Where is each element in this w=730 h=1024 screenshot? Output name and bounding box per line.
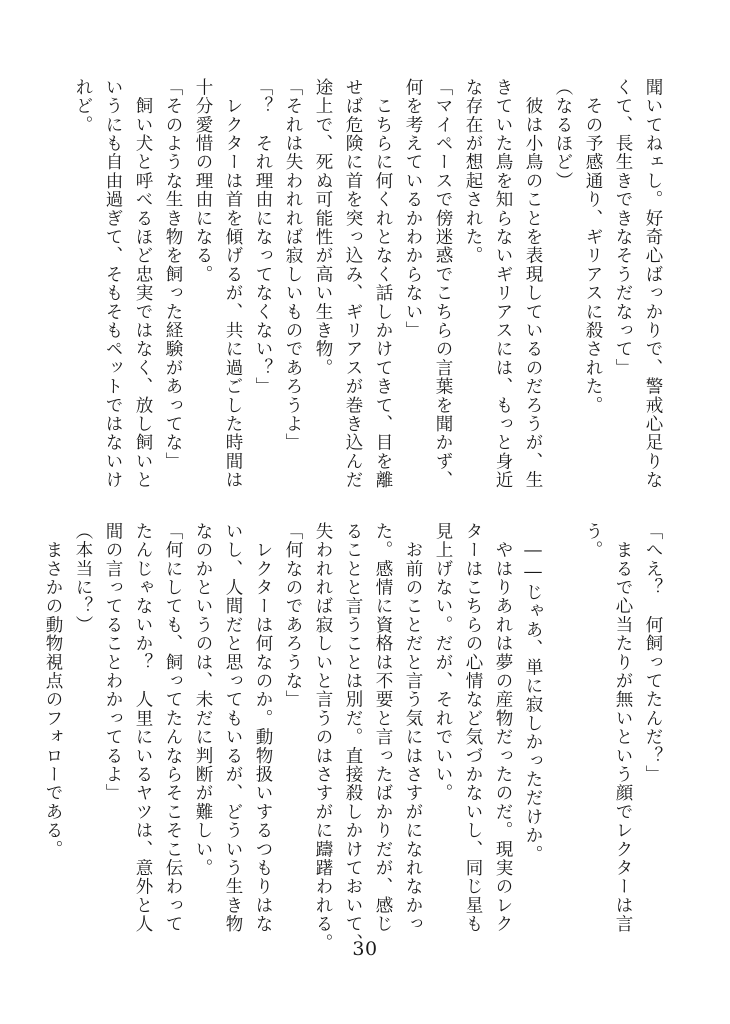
text-line: 「それは失われれば寂しいものであろうよ」 (283, 78, 303, 452)
text-line: いし、人間だと思ってもいるが、どういう生き物 (223, 522, 243, 934)
text-line: まるで心当たりが無いという顔でレクターは言 (613, 522, 633, 934)
text-line: こちらに何くれとなく話しかけてきて、目を離 (373, 78, 393, 490)
text-line: （本当に？） (73, 522, 93, 635)
text-line: レクターは何なのか。動物扱いするつもりはな (253, 522, 273, 934)
text-line: 彼は小鳥のことを表現しているのだろうが、生 (523, 78, 543, 490)
text-line: （なるほど） (553, 78, 573, 191)
text-line: その予感通り、ギリアスに殺された。 (583, 78, 603, 415)
text-line: まさかの動物視点のフォローである。 (43, 522, 63, 859)
text-line: う。 (583, 522, 603, 560)
text-line: 失われれば寂しいと言うのはさすがに躊躇われる。 (313, 522, 333, 953)
text-line: きていた鳥を知らないギリアスには、もっと身近 (493, 78, 513, 490)
text-line: 途上で、死ぬ可能性が高い生き物。 (313, 78, 333, 378)
text-line: 「そのような生き物を飼った経験があってな」 (163, 78, 183, 471)
upper-text-block (73, 78, 668, 508)
text-line: 見上げない。だが、それでいい。 (433, 522, 453, 803)
text-line: 「へえ？ 何飼ってたんだ？」 (643, 522, 663, 784)
text-line: ターはこちらの心情など気づかないし、同じ星も (463, 522, 483, 934)
text-line: れど。 (73, 78, 93, 135)
text-line: ――じゃあ、単に寂しかっただけか。 (523, 522, 543, 864)
text-line: レクターは首を傾げるが、共に過ごした時間は (223, 78, 243, 490)
text-line: やはりあれは夢の産物だったのだ。現実のレク (493, 522, 513, 934)
text-line: な存在が想起された。 (463, 78, 483, 265)
page-number: 30 (352, 938, 378, 960)
text-line: 飼い犬と呼べるほど忠実ではなく、放し飼いと (133, 78, 153, 490)
text-line: ることと言うことは別だ。直接殺しかけておいて、 (343, 522, 363, 953)
text-line: いうにも自由過ぎて、そもそもペットではないけ (103, 78, 123, 490)
text-line: せば危険に首を突っ込み、ギリアスが巻き込んだ (343, 78, 363, 490)
text-line: お前のことだと言う気にはさすがになれなかっ (403, 522, 423, 934)
text-line (548, 522, 578, 932)
text-line: 間の言ってることわかってるよ」 (103, 522, 123, 803)
text-line: 十分愛惜の理由になる。 (193, 78, 213, 284)
text-line: 「？ それ理由になってなくない？」 (253, 78, 273, 396)
text-line: 「何なのであろうな」 (283, 522, 303, 709)
text-line: なのかというのは、未だに判断が難しい。 (193, 522, 213, 878)
text-line: た。感情に資格は不要と言ったばかりだが、感じ (373, 522, 393, 934)
text-line: 何を考えているかわからない」 (403, 78, 423, 340)
text-line: たんじゃないか？ 人里にいるヤツは、意外と人 (133, 522, 153, 934)
text-line: くて、長生きできなそうだなって」 (613, 78, 633, 378)
text-line: 「何にしても、飼ってたんならそこそこ伝わって (163, 522, 183, 934)
text-line: 聞いてねェし。好奇心ばっかりで、警戒心足りな (643, 78, 663, 490)
text-line: 「マイペースで傍迷惑でこちらの言葉を聞かず、 (433, 78, 453, 490)
